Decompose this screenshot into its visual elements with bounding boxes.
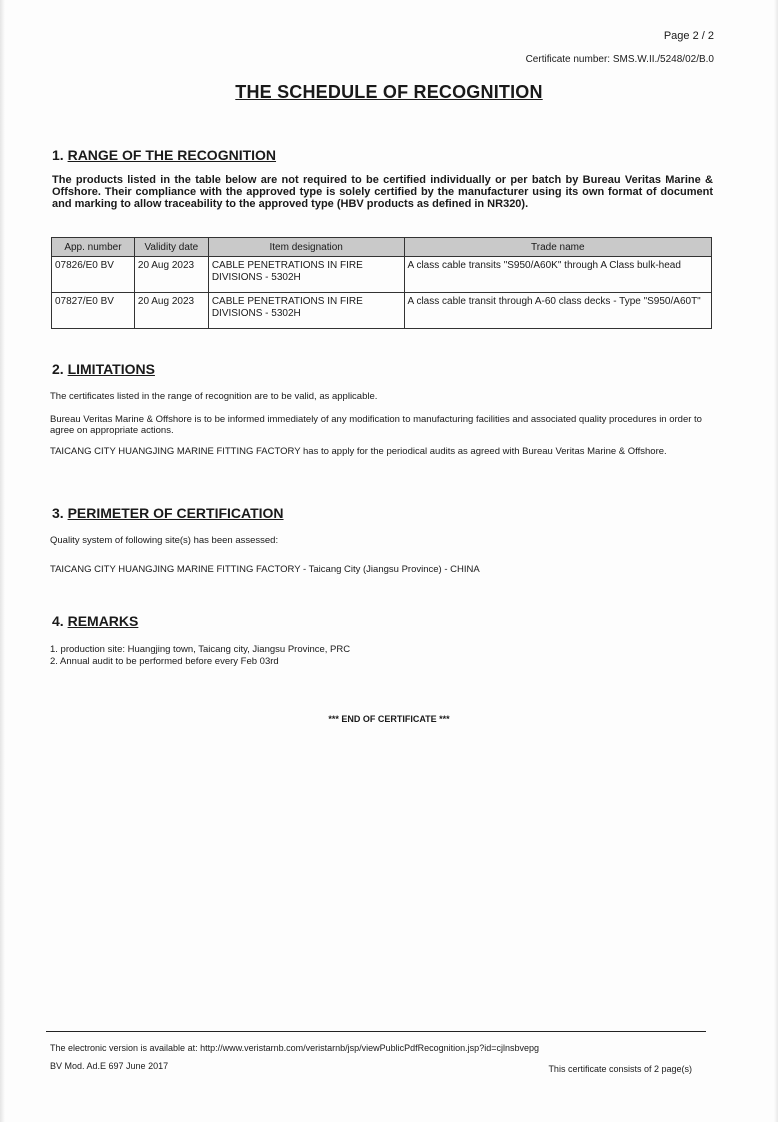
- footer-divider: [46, 1031, 706, 1032]
- cell-trade-name: A class cable transit through A-60 class decks - Type "S950/A60T": [404, 293, 711, 329]
- electronic-version-note: The electronic version is available at: http://www.veristarnb.com/veristarnb/jsp/viewPublicPdfRecognition.jsp?id=cjlnsbvepg: [50, 1043, 539, 1053]
- section-1-intro: The products listed in the table below are not required to be certified individually or per batch by Bureau Veritas Marine & Offshore. Their compliance with the approved type is solely certified by the manufacturer using its own format of document and marking to allow traceability to the approved type (HBV products as defined in NR320).: [52, 174, 713, 210]
- section-1-title: [52, 147, 276, 163]
- col-header-app-number: App. number: [52, 238, 135, 257]
- cell-trade-name: A class cable transits "S950/A60K" through A Class bulk-head: [404, 257, 711, 293]
- perimeter-site: TAICANG CITY HUANGJING MARINE FITTING FACTORY - Taicang City (Jiangsu Province) - CHINA: [50, 564, 480, 575]
- page-count-note: This certificate consists of 2 page(s): [548, 1064, 692, 1074]
- cell-app-number: 07826/E0 BV: [52, 257, 135, 293]
- cell-validity-date: 20 Aug 2023: [134, 293, 208, 329]
- section-1-heading: RANGE OF THE RECOGNITION: [67, 147, 277, 163]
- section-4-title: [52, 613, 138, 629]
- end-of-certificate: *** END OF CERTIFICATE ***: [328, 714, 450, 724]
- document-title: THE SCHEDULE OF RECOGNITION: [235, 82, 543, 102]
- limitations-paragraph: Bureau Veritas Marine & Offshore is to be informed immediately of any modification to manufacturing facilities and associated quality procedures in order to agree on appropriate actions.: [50, 414, 702, 436]
- cell-app-number: 07827/E0 BV: [52, 293, 135, 329]
- section-3-heading: PERIMETER OF CERTIFICATION: [67, 505, 284, 521]
- cell-validity-date: 20 Aug 2023: [134, 257, 208, 293]
- scan-edge-right: [774, 0, 778, 1122]
- cell-item-designation: CABLE PENETRATIONS IN FIRE DIVISIONS - 5302H: [208, 257, 404, 293]
- section-4-heading: REMARKS: [67, 613, 139, 629]
- remark-item: 1. production site: Huangjing town, Taicang city, Jiangsu Province, PRC: [50, 644, 351, 655]
- recognition-table: [51, 237, 712, 329]
- scan-edge-left: [0, 0, 5, 1122]
- section-2-heading: LIMITATIONS: [67, 361, 155, 377]
- section-3-number: 3.: [52, 505, 68, 521]
- col-header-validity-date: Validity date: [134, 238, 208, 257]
- form-model-reference: BV Mod. Ad.E 697 June 2017: [50, 1061, 169, 1071]
- section-1-number: 1.: [52, 147, 68, 163]
- table-row: [52, 293, 712, 329]
- page-number: Page 2 / 2: [663, 30, 714, 42]
- certificate-number: Certificate number: SMS.W.II./5248/02/B.0: [525, 54, 714, 65]
- table-row: [52, 257, 712, 293]
- limitations-paragraph: TAICANG CITY HUANGJING MARINE FITTING FACTORY has to apply for the periodical audits as agreed with Bureau Veritas Marine & Offshore.: [50, 446, 667, 457]
- section-3-title: [52, 505, 284, 521]
- perimeter-paragraph: Quality system of following site(s) has been assessed:: [50, 535, 279, 546]
- section-2-title: [52, 361, 155, 377]
- cell-item-designation: CABLE PENETRATIONS IN FIRE DIVISIONS - 5302H: [208, 293, 404, 329]
- table-header-row: [52, 238, 712, 257]
- section-4-number: 4.: [52, 613, 68, 629]
- limitations-paragraph: The certificates listed in the range of recognition are to be valid, as applicable.: [50, 391, 378, 402]
- remark-item: 2. Annual audit to be performed before every Feb 03rd: [50, 656, 279, 667]
- col-header-trade-name: Trade name: [404, 238, 711, 257]
- col-header-item-designation: Item designation: [208, 238, 404, 257]
- section-2-number: 2.: [52, 361, 68, 377]
